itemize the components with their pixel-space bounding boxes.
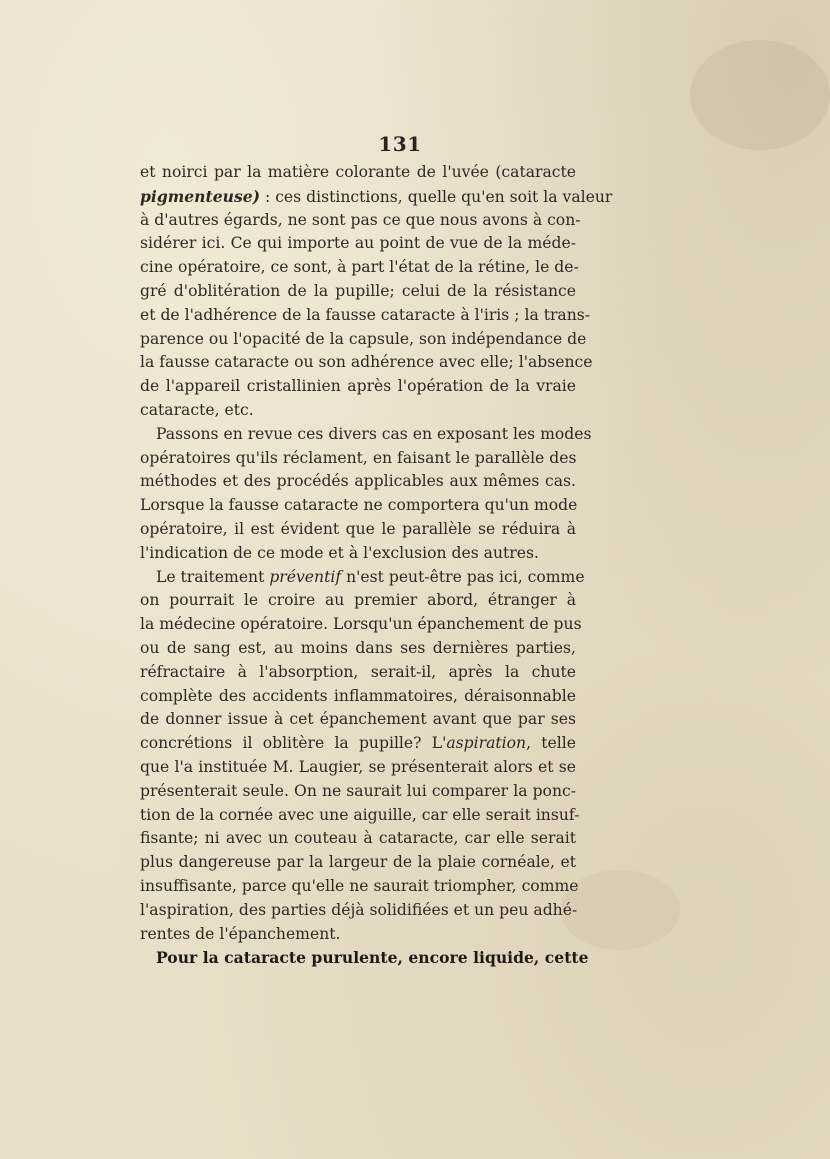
text-line: que l'a instituée M. Laugier, se présenterait alors et se	[140, 757, 576, 776]
text-line: ou de sang est, au moins dans ses dernières parties,	[140, 638, 576, 657]
text-line: complète des accidents inflammatoires, déraisonnable	[140, 686, 576, 705]
text-line: pigmenteuse) : ces distinctions, quelle qu'en soit la valeur	[140, 186, 613, 206]
italic-term: préventif	[269, 567, 342, 586]
italic-term: pigmenteuse)	[140, 186, 261, 206]
page-number: 131	[378, 132, 422, 156]
text-line: on pourrait le croire au premier abord, étranger à	[140, 591, 576, 610]
text-line: la fausse cataracte ou son adhérence avec elle; l'absence	[140, 353, 593, 372]
text-line: présenterait seule. On ne saurait lui comparer la ponc-	[140, 781, 576, 800]
text-line: et noirci par la matière colorante de l'uvée (cataracte	[140, 163, 576, 181]
text-line: sidérer ici. Ce qui importe au point de vue de la méde-	[140, 234, 576, 253]
text-line: à d'autres égards, ne sont pas ce que nous avons à con-	[140, 210, 581, 229]
text-line: gré d'oblitération de la pupille; celui de la résistance	[140, 281, 576, 300]
text-line: plus dangereuse par la largeur de la plaie cornéale, et	[140, 853, 576, 872]
text-line: cataracte, etc.	[140, 400, 254, 419]
text-line: Pour la cataracte purulente, encore liquide, cette	[156, 948, 589, 968]
text-line: l'aspiration, des parties déjà solidifiées et un peu adhé-	[140, 900, 578, 919]
text-line: rentes de l'épanchement.	[140, 924, 341, 943]
text-line: réfractaire à l'absorption, serait-il, après la chute	[140, 662, 576, 681]
text-line: Lorsque la fausse cataracte ne comportera qu'un mode	[140, 496, 578, 515]
text-line: opératoire, il est évident que le parallèle se réduira à	[140, 519, 576, 538]
text-line: parence ou l'opacité de la capsule, son indépendance de	[140, 329, 587, 348]
text-line: méthodes et des procédés applicables aux mêmes cas.	[140, 472, 576, 491]
text-line: Le traitement préventif n'est peut-être pas ici, comme	[156, 567, 585, 586]
text-line: de donner issue à cet épanchement avant que par ses	[140, 710, 576, 729]
text-line: Passons en revue ces divers cas en exposant les modes	[156, 424, 592, 443]
text-line: concrétions il oblitère la pupille? L'aspiration, telle	[140, 734, 576, 753]
italic-term: aspiration	[446, 734, 527, 753]
text-line: et de l'adhérence de la fausse cataracte à l'iris ; la trans-	[140, 305, 591, 324]
text-line: insuffisante, parce qu'elle ne saurait triompher, comme	[140, 876, 579, 895]
text-line: de l'appareil cristallinien après l'opération de la vraie	[140, 377, 576, 396]
text-line: tion de la cornée avec une aiguille, car elle serait insuf-	[140, 805, 580, 824]
text-line: l'indication de ce mode et à l'exclusion des autres.	[140, 543, 539, 562]
text-line: opératoires qu'ils réclament, en faisant le parallèle des	[140, 448, 577, 467]
text-line: fisante; ni avec un couteau à cataracte, car elle serait	[140, 829, 576, 848]
text-line: cine opératoire, ce sont, à part l'état de la rétine, le de-	[140, 258, 579, 277]
text-line: la médecine opératoire. Lorsqu'un épanchement de pus	[140, 615, 582, 634]
body-text	[140, 161, 613, 970]
